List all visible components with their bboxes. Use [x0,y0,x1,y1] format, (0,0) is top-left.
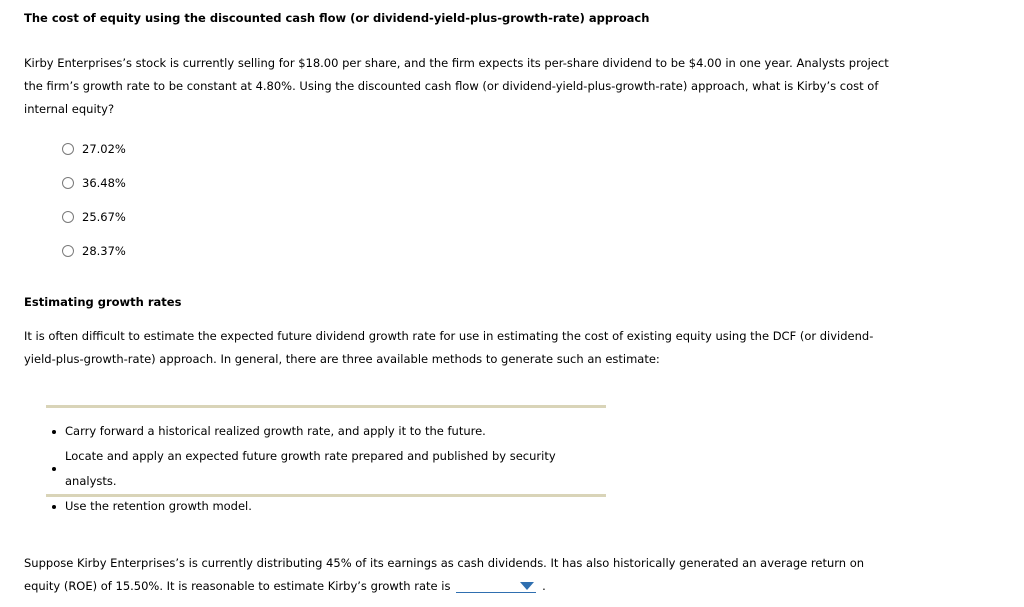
radio-empty-icon[interactable] [62,211,74,223]
page-title: The cost of equity using the discounted cash flow (or dividend-yield-plus-growth-rate) approach [24,11,650,25]
final-line [24,575,904,598]
answer-option-label[interactable]: 28.37% [82,244,126,258]
triangle-down-icon[interactable] [520,582,534,590]
methods-box [46,405,606,513]
answer-option-label[interactable]: 25.67% [82,210,126,224]
list-item [52,444,606,494]
section-title: Estimating growth rates [24,295,182,309]
growth-rate-dropdown[interactable] [456,578,536,593]
paragraph-line: yield-plus-growth-rate) approach. In general, there are three available methods to generate such an estimate: [24,352,660,366]
final-line: Suppose Kirby Enterprises’s is currently distributing 45% of its earnings as cash dividends. It has also historically generated an average return on [24,556,865,570]
paragraph-line: It is often difficult to estimate the expected future dividend growth rate for use in estimating the cost of existing equity using the DCF (or dividend- [24,329,874,343]
answer-option-label[interactable]: 36.48% [82,176,126,190]
question-text [24,52,904,121]
radio-empty-icon[interactable] [62,245,74,257]
bullet-icon [52,505,56,509]
question-line: the firm’s growth rate to be constant at 4.80%. Using the discounted cash flow (or dividend-yield-plus-growth-rate) approach, what is Kirby’s cost of [24,79,879,93]
answer-options [62,140,126,276]
list-item [52,419,606,444]
answer-option-label[interactable]: 27.02% [82,142,126,156]
final-question [24,552,904,598]
method-text: Carry forward a historical realized growth rate, and apply it to the future. [65,424,486,438]
bullet-icon [52,467,56,471]
radio-empty-icon[interactable] [62,143,74,155]
question-line: Kirby Enterprises’s stock is currently selling for $18.00 per share, and the firm expects its per-share dividend to be $4.00 in one year. Analysts project [24,56,889,70]
answer-option-1[interactable] [62,140,126,174]
method-text: Use the retention growth model. [65,499,252,513]
answer-option-2[interactable] [62,174,126,208]
final-line-suffix: . [542,579,546,593]
method-text: Locate and apply an expected future growth rate prepared and published by security analysts. [65,449,556,488]
final-line-prefix: equity (ROE) of 15.50%. It is reasonable to estimate Kirby’s growth rate is [24,579,451,593]
radio-empty-icon[interactable] [62,177,74,189]
list-item [52,494,606,519]
methods-list [52,419,606,519]
bullet-icon [52,430,56,434]
answer-option-4[interactable] [62,242,126,276]
section-paragraph [24,325,904,371]
answer-option-3[interactable] [62,208,126,242]
question-line: internal equity? [24,102,115,116]
